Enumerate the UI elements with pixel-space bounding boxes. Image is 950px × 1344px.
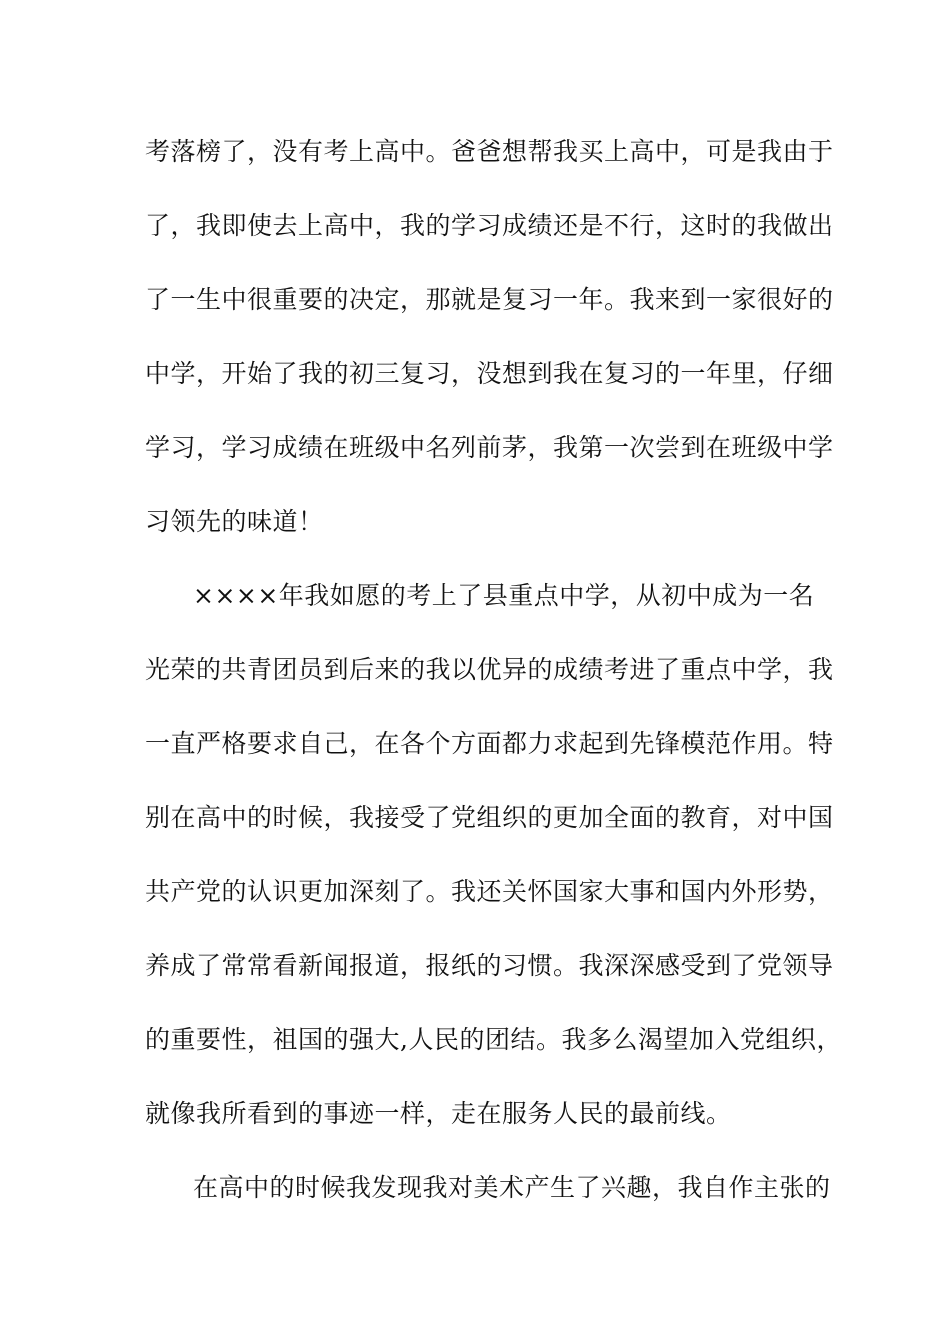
text-line: 的重要性，祖国的强大,人民的团结。我多么渴望加入党组织， (145, 1025, 842, 1054)
text-line: 共产党的认识更加深刻了。我还关怀国家大事和国内外形势， (145, 877, 834, 906)
text-line: 了一生中很重要的决定，那就是复习一年。我来到一家很好的 (145, 285, 834, 314)
paragraph-first-line: ××××年我如愿的考上了县重点中学，从初中成为一名 (193, 581, 815, 610)
text-line: 学习，学习成绩在班级中名列前茅，我第一次尝到在班级中学 (145, 433, 834, 462)
document-body (145, 130, 842, 1240)
text-line: 一直严格要求自己，在各个方面都力求起到先锋模范作用。特 (145, 729, 834, 758)
text-line: 了，我即使去上高中，我的学习成绩还是不行，这时的我做出 (145, 211, 834, 240)
text-line: 考落榜了，没有考上高中。爸爸想帮我买上高中，可是我由于 (145, 137, 834, 166)
text-line: 就像我所看到的事迹一样，走在服务人民的最前线。 (145, 1099, 732, 1128)
text-line: 习领先的味道！ (145, 507, 324, 536)
text-line: 光荣的共青团员到后来的我以优异的成绩考进了重点中学，我 (145, 655, 834, 684)
text-line: 别在高中的时候，我接受了党组织的更加全面的教育，对中国 (145, 803, 834, 832)
paragraph-first-line: 在高中的时候我发现我对美术产生了兴趣，我自作主张的 (193, 1173, 831, 1202)
text-line: 中学，开始了我的初三复习，没想到我在复习的一年里，仔细 (145, 359, 834, 388)
text-line: 养成了常常看新闻报道，报纸的习惯。我深深感受到了党领导 (145, 951, 834, 980)
